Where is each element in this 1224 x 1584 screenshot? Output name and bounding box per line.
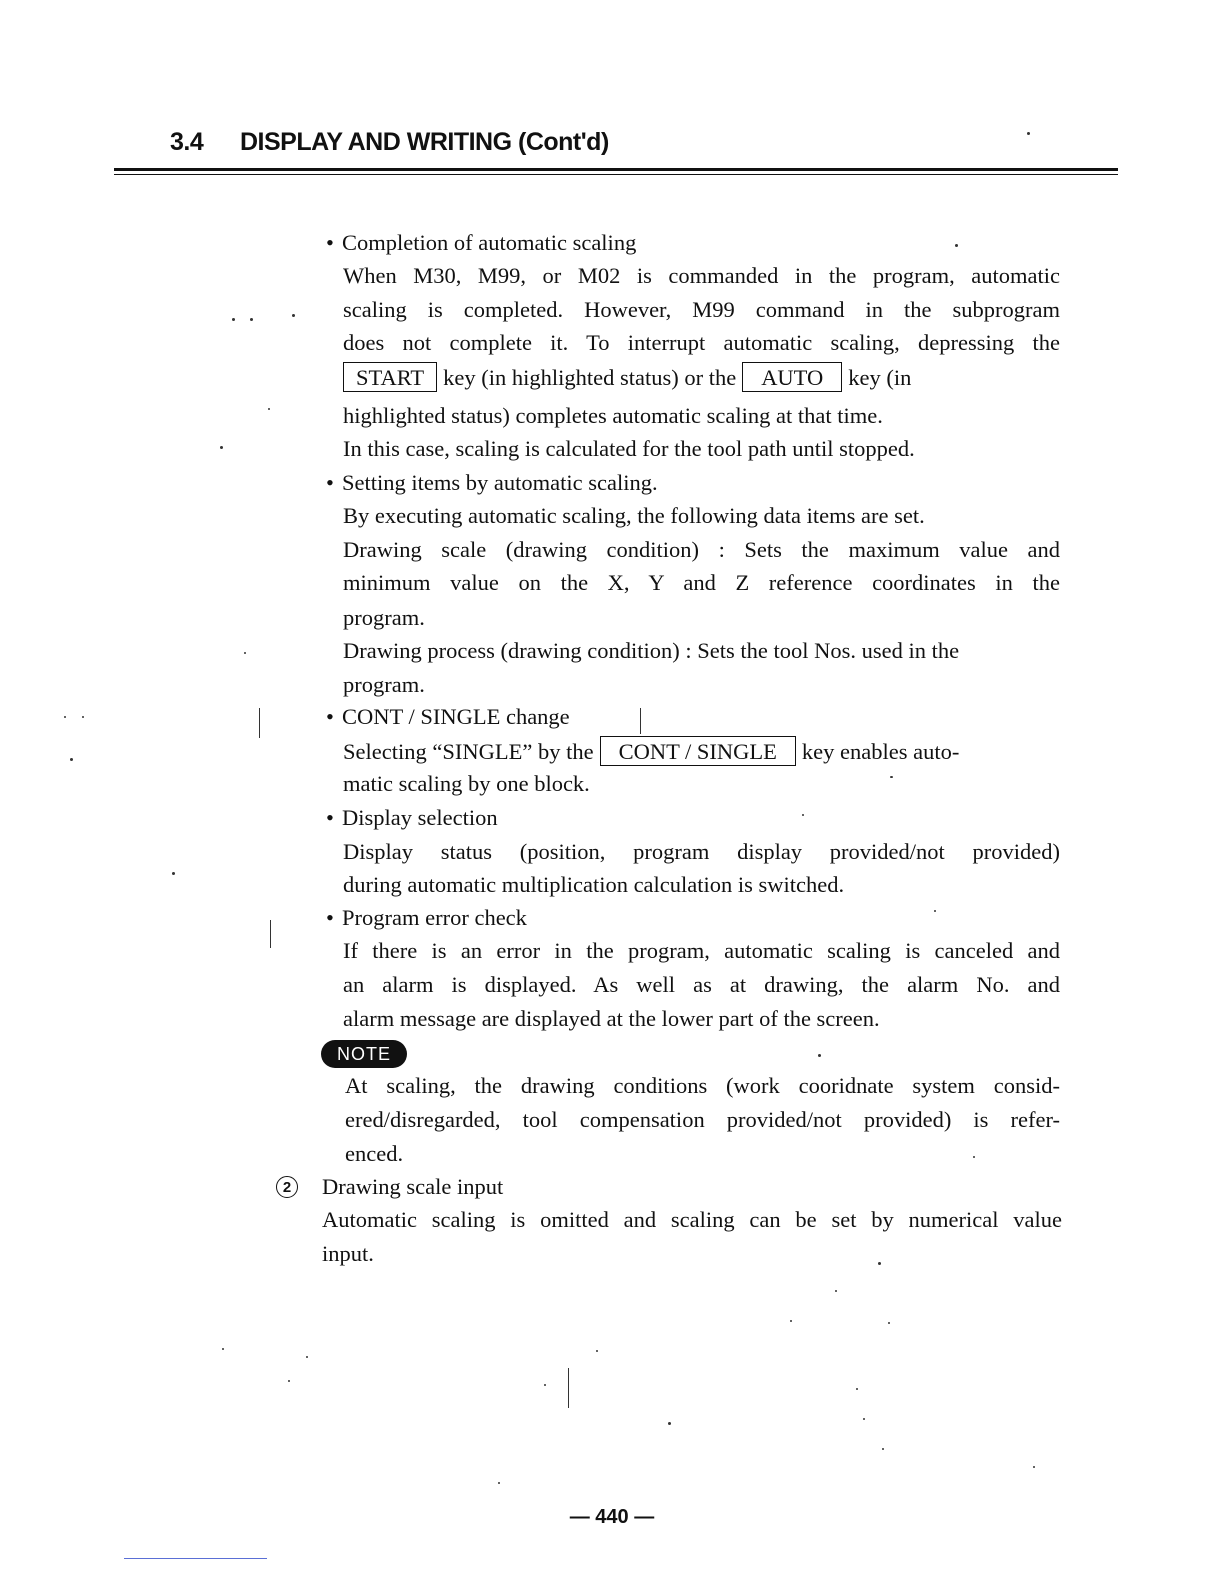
cont-line-1: Selecting “SINGLE” by the CONT / SINGLE key enables auto-: [343, 736, 959, 767]
completion-heading: •Completion of automatic scaling: [326, 228, 636, 258]
scan-speck: [172, 872, 175, 875]
scan-speck: [244, 652, 246, 654]
section-number: 3.4: [170, 128, 204, 156]
scan-speck: [668, 1422, 671, 1425]
bullet-icon: [326, 702, 342, 732]
scan-mark: [640, 708, 641, 734]
scan-speck: [222, 1348, 224, 1350]
note-badge: NOTE: [321, 1040, 407, 1068]
error-line-2: an alarm is displayed. As well as at drawing, the alarm No. and: [343, 972, 1060, 997]
scan-speck: [835, 1290, 837, 1292]
scan-speck: [882, 1448, 884, 1450]
scan-speck: [64, 716, 66, 718]
scan-speck: [596, 1350, 598, 1352]
scan-speck: [82, 716, 84, 718]
note-line-2: ered/disregarded, tool compensation provided/not provided) is refer-: [345, 1107, 1060, 1132]
scan-speck: [818, 1054, 821, 1057]
scan-speck: [934, 910, 936, 912]
note-line-1: At scaling, the drawing conditions (work cooridnate system consid-: [345, 1073, 1060, 1098]
item2-line-2: input.: [322, 1241, 374, 1266]
scan-speck: [220, 446, 223, 449]
bullet-icon: [326, 468, 342, 498]
scan-speck: [544, 1384, 546, 1386]
scan-speck: [863, 1418, 865, 1420]
start-key: START: [343, 362, 437, 392]
scan-speck: [1033, 1466, 1035, 1468]
setting-line-1: By executing automatic scaling, the following data items are set.: [343, 503, 925, 528]
scan-speck: [306, 1356, 308, 1358]
bullet-icon: [326, 228, 342, 258]
auto-key: AUTO: [742, 362, 842, 392]
completion-line-2: scaling is completed. However, M99 command in the subprogram: [343, 297, 1060, 322]
item2-heading: 2 Drawing scale input: [276, 1172, 503, 1202]
scan-speck: [955, 244, 958, 247]
display-line-1: Display status (position, program display provided/not provided): [343, 839, 1060, 864]
item2-line-1: Automatic scaling is omitted and scaling can be set by numerical value: [322, 1207, 1062, 1232]
scan-speck: [790, 1320, 792, 1322]
completion-line-5: highlighted status) completes automatic scaling at that time.: [343, 403, 883, 428]
setting-line-5: Drawing process (drawing condition) : Sets the tool Nos. used in the: [343, 638, 960, 663]
scan-speck: [1027, 132, 1030, 135]
scan-speck: [268, 408, 270, 410]
error-line-1: If there is an error in the program, automatic scaling is canceled and: [343, 938, 1060, 963]
scan-speck: [292, 314, 295, 317]
bullet-icon: [326, 803, 342, 833]
scan-speck: [802, 814, 804, 816]
completion-line-3: does not complete it. To interrupt automatic scaling, depressing the: [343, 330, 1060, 355]
scan-speck: [250, 318, 253, 321]
scan-speck: [888, 1322, 890, 1324]
scan-speck: [856, 1388, 858, 1390]
display-heading: •Display selection: [326, 803, 498, 833]
scan-speck: [232, 318, 235, 321]
error-heading: •Program error check: [326, 903, 527, 933]
setting-line-3: minimum value on the X, Y and Z reference coordinates in the: [343, 570, 1060, 595]
error-line-3: alarm message are displayed at the lower part of the screen.: [343, 1006, 880, 1031]
display-line-2: during automatic multiplication calculation is switched.: [343, 872, 845, 897]
note-line-3: enced.: [345, 1141, 404, 1166]
scan-mark: [270, 920, 271, 948]
circled-number-2: 2: [276, 1176, 298, 1198]
setting-line-4: program.: [343, 605, 425, 630]
setting-line-2: Drawing scale (drawing condition) : Sets the maximum value and: [343, 537, 1060, 562]
completion-line-6: In this case, scaling is calculated for the tool path until stopped.: [343, 436, 915, 461]
completion-line-1: When M30, M99, or M02 is commanded in the program, automatic: [343, 263, 1060, 288]
section-header: [170, 128, 609, 157]
cont-line-2: matic scaling by one block.: [343, 771, 590, 796]
completion-line-4: START key (in highlighted status) or the AUTO key (in: [337, 362, 911, 393]
scan-speck: [70, 758, 73, 761]
page-number: — 440 —: [569, 1506, 655, 1528]
scan-speck: [498, 1482, 500, 1484]
scan-mark: [568, 1368, 569, 1408]
header-rule-thin: [114, 174, 1118, 175]
scan-mark: [259, 708, 260, 738]
bottom-rule: [124, 1558, 267, 1559]
scan-speck: [878, 1262, 881, 1265]
scan-speck: [973, 1156, 975, 1158]
header-rule-thick: [114, 168, 1118, 171]
section-title: DISPLAY AND WRITING (Cont'd): [240, 128, 609, 156]
cont-heading: •CONT / SINGLE change: [326, 702, 570, 732]
scan-speck: [288, 1380, 290, 1382]
cont-single-key: CONT / SINGLE: [600, 736, 796, 766]
setting-heading: •Setting items by automatic scaling.: [326, 468, 658, 498]
setting-line-6: program.: [343, 672, 425, 697]
scan-speck: [890, 776, 893, 778]
bullet-icon: [326, 903, 342, 933]
